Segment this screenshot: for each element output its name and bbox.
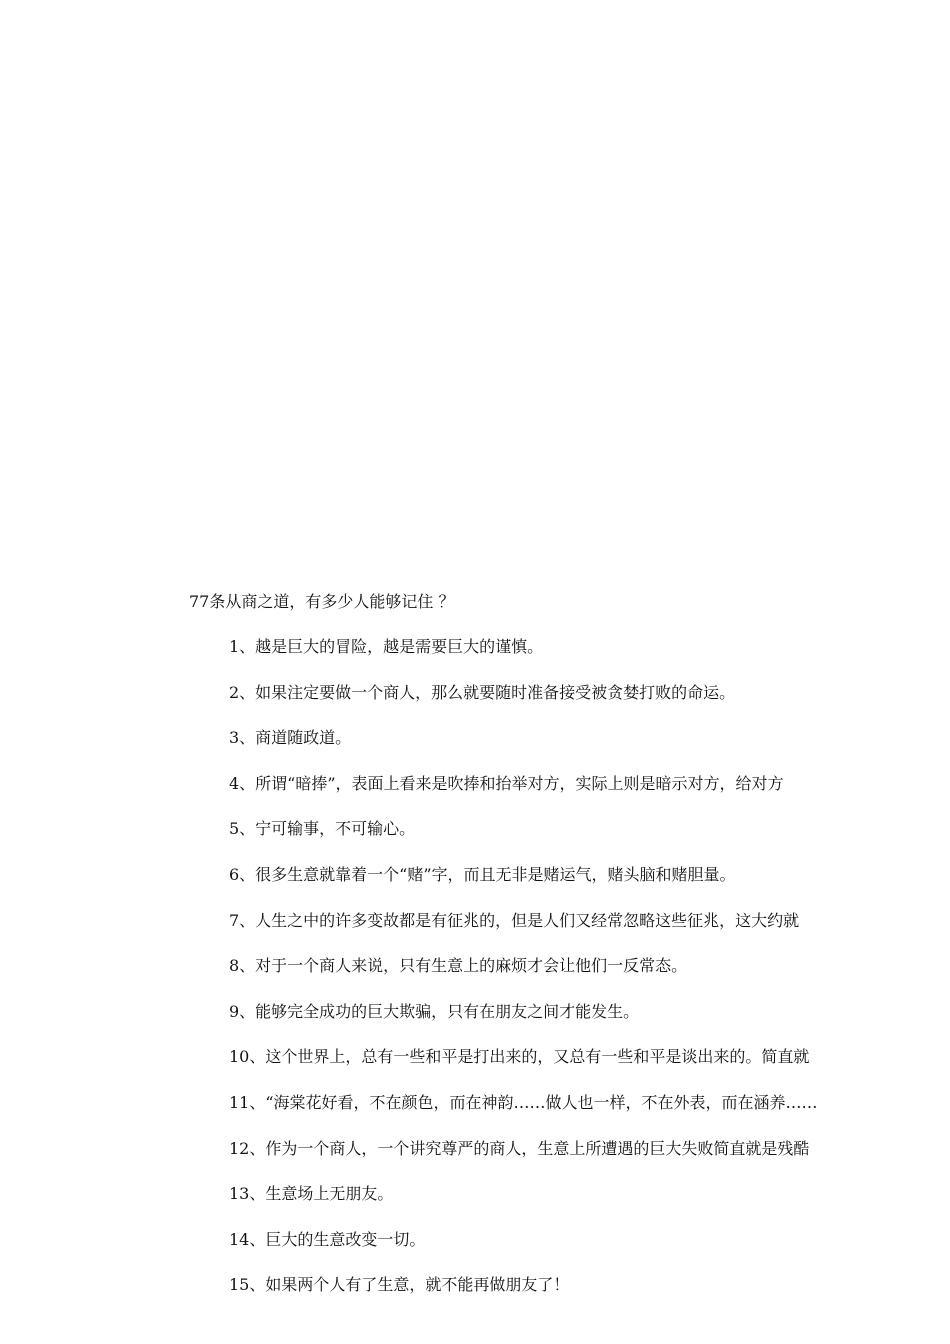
document-title: 77条从商之道，有多少人能够记住 ？ bbox=[189, 592, 455, 611]
list-item: 3、商道随政道。 bbox=[229, 728, 352, 748]
list-item: 12、作为一个商人，一个讲究尊严的商人，生意上所遭遇的巨大失败简直就是残酷 bbox=[229, 1138, 810, 1158]
list-item: 5、宁可输事，不可输心。 bbox=[229, 819, 416, 839]
list-item: 8、对于一个商人来说，只有生意上的麻烦才会让他们一反常态。 bbox=[229, 956, 688, 976]
list-item: 14、巨大的生意改变一切。 bbox=[229, 1229, 426, 1249]
list-item: 4、所谓“暗捧”，表面上看来是吹捧和抬举对方，实际上则是暗示对方，给对方 bbox=[229, 773, 784, 793]
list-item: 2、如果注定要做一个商人，那么就要随时准备接受被贪婪打败的命运。 bbox=[229, 682, 736, 702]
list-item: 10、这个世界上，总有一些和平是打出来的，又总有一些和平是谈出来的。简直就 bbox=[229, 1047, 810, 1067]
list-item: 9、能够完全成功的巨大欺骗，只有在朋友之间才能发生。 bbox=[229, 1001, 640, 1021]
list-item: 1、越是巨大的冒险，越是需要巨大的谨慎。 bbox=[229, 637, 544, 656]
list-item: 15、如果两个人有了生意，就不能再做朋友了！ bbox=[229, 1275, 570, 1295]
list-item: 6、很多生意就靠着一个“赌”字，而且无非是赌运气，赌头脑和赌胆量。 bbox=[229, 864, 736, 884]
list-item: 13、生意场上无朋友。 bbox=[229, 1184, 394, 1204]
saying-list bbox=[229, 635, 904, 1319]
list-item: 11、“海棠花好看，不在颜色，而在神韵……做人也一样，不在外表，而在涵养…… bbox=[229, 1092, 818, 1112]
list-item: 7、人生之中的许多变故都是有征兆的，但是人们又经常忽略这些征兆，这大约就 bbox=[229, 910, 800, 930]
